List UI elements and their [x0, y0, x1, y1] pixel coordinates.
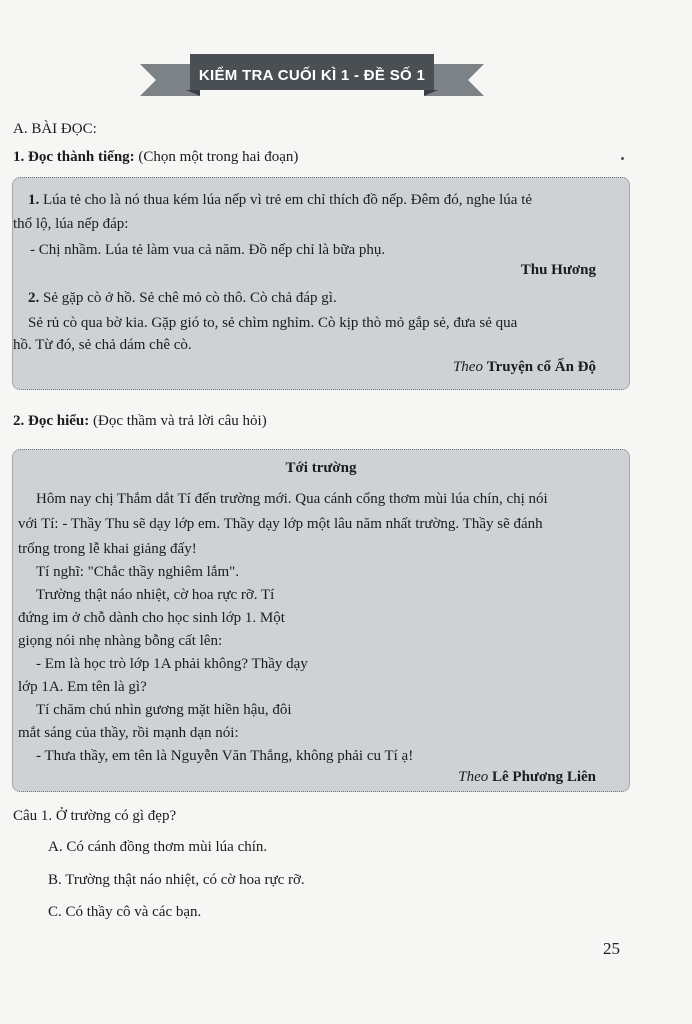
- passage2-line1: [28, 286, 618, 310]
- story-title: Tới trường: [285, 460, 357, 476]
- banner-title: KIỂM TRA CUỐI KÌ 1 - ĐỀ SỐ 1: [198, 67, 426, 84]
- question1-option-c: C. Có thầy cô và các bạn.: [48, 904, 202, 920]
- story-line-4: Tí nghĩ: "Chắc thầy nghiêm lắm".: [36, 564, 240, 580]
- speck: [621, 157, 624, 160]
- question1-option-b: B. Trường thật náo nhiệt, có cờ hoa rực rỡ.: [48, 872, 305, 888]
- story-line-2: với Tí: - Thầy Thu sẽ dạy lớp em. Thầy dạy lớp một lâu năm nhất trường. Thầy sẽ đánh: [18, 516, 543, 532]
- story-line-10: Tí chăm chú nhìn gương mặt hiền hậu, đôi: [36, 702, 292, 718]
- story-line-3: trống trong lễ khai giảng đấy!: [18, 541, 197, 557]
- passage1-line2: thổ lộ, lúa nếp đáp:: [13, 216, 129, 232]
- question1-option-a: A. Có cánh đồng thơm mùi lúa chín.: [48, 839, 268, 855]
- story-line-5: Trường thật náo nhiệt, cờ hoa rực rỡ. Tí: [36, 587, 275, 603]
- section-a-title: A. BÀI ĐỌC:: [13, 121, 97, 137]
- page-number: 25: [603, 939, 620, 958]
- story-line-11: mắt sáng của thầy, rồi mạnh dạn nói:: [18, 725, 239, 741]
- story-line-8: - Em là học trò lớp 1A phải không? Thầy dạy: [36, 656, 308, 672]
- passage2-source-title: Truyện cổ Ấn Độ: [486, 359, 596, 375]
- q2-label: 2. Đọc hiểu:: [13, 413, 90, 429]
- story-line-12: - Thưa thầy, em tên là Nguyễn Văn Thắng, không phải cu Tí ạ!: [36, 748, 414, 764]
- question1-prompt: Câu 1. Ở trường có gì đẹp?: [13, 808, 177, 824]
- q2-heading: [13, 410, 267, 432]
- passage2-line2: Sẻ rủ cò qua bờ kia. Gặp gió to, sẻ chìm nghỉm. Cò kịp thò mỏ gắp sẻ, đưa sẻ qua: [28, 315, 518, 331]
- passage2-line3: hồ. Từ đó, sẻ chả dám chê cò.: [13, 337, 192, 353]
- story-line-9: lớp 1A. Em tên là gì?: [18, 679, 147, 695]
- story-source-prefix: Theo: [458, 769, 489, 785]
- story-source-author: Lê Phương Liên: [492, 769, 596, 785]
- title-banner: [140, 52, 484, 104]
- q2-note: (Đọc thầm và trả lời câu hỏi): [93, 413, 267, 429]
- passage2-text1: Sẻ gặp cò ở hồ. Sẻ chê mỏ cò thô. Cò chả đáp gì.: [43, 290, 337, 306]
- passage1-line1: [28, 188, 618, 212]
- passage2-number: 2.: [28, 290, 40, 306]
- story-line-7: giọng nói nhẹ nhàng bỗng cất lên:: [18, 633, 223, 649]
- passage2-source: [300, 355, 596, 379]
- q1-heading: [13, 146, 298, 168]
- q1-label: 1. Đọc thành tiếng:: [13, 149, 135, 165]
- passage1-text1: Lúa tẻ cho là nó thua kém lúa nếp vì trẻ em chỉ thích đồ nếp. Đêm đó, nghe lúa tẻ: [43, 192, 533, 208]
- passage1-line3: - Chị nhầm. Lúa tẻ làm vua cả năm. Đồ nếp chỉ là bữa phụ.: [30, 242, 386, 258]
- passage1-author: Thu Hương: [520, 262, 596, 278]
- q1-note: (Chọn một trong hai đoạn): [138, 149, 299, 165]
- passage2-source-prefix: Theo: [452, 359, 483, 375]
- story-line-6: đứng im ở chỗ dành cho học sinh lớp 1. Một: [18, 610, 285, 626]
- passage1-number: 1.: [28, 192, 40, 208]
- story-source: [300, 765, 596, 789]
- story-line-1: Hôm nay chị Thắm dắt Tí đến trường mới. Qua cánh cổng thơm mùi lúa chín, chị nói: [36, 491, 548, 507]
